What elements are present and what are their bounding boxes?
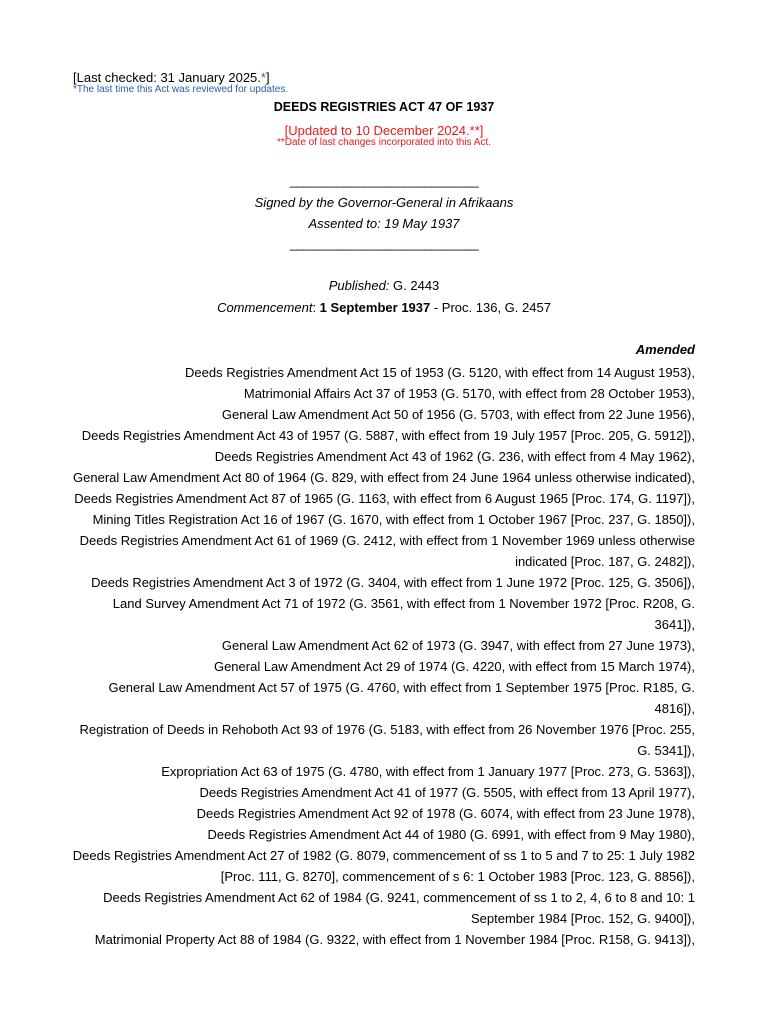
amendment-line: Registration of Deeds in Rehoboth Act 93 of 1976 (G. 5183, with effect from 26 November 1976 [Proc. 255, bbox=[79, 722, 695, 737]
amendment-line: Deeds Registries Amendment Act 3 of 1972 (G. 3404, with effect from 1 June 1972 [Proc. 125, G. 3506]), bbox=[91, 575, 695, 590]
commencement-line bbox=[0, 300, 768, 315]
amendment-line: Matrimonial Affairs Act 37 of 1953 (G. 5170, with effect from 28 October 1953), bbox=[243, 386, 695, 401]
amendment-line: indicated [Proc. 187, G. 2482]), bbox=[515, 554, 695, 569]
amendment-line: Deeds Registries Amendment Act 41 of 1977 (G. 5505, with effect from 13 April 1977), bbox=[199, 785, 695, 800]
amendment-line: 4816]), bbox=[654, 701, 695, 716]
amendment-line: Deeds Registries Amendment Act 62 of 1984 (G. 9241, commencement of ss 1 to 2, 4, 6 to 8 and 10: 1 bbox=[103, 890, 695, 905]
published-value: G. 2443 bbox=[389, 278, 440, 293]
last-checked bbox=[73, 70, 270, 85]
commencement-rest: - Proc. 136, G. 2457 bbox=[430, 300, 551, 315]
amendment-line: Deeds Registries Amendment Act 92 of 1978 (G. 6074, with effect from 23 June 1978), bbox=[196, 806, 695, 821]
divider-rule-top: ____________________________ bbox=[289, 173, 479, 188]
amendment-line: Deeds Registries Amendment Act 43 of 1962 (G. 236, with effect from 4 May 1962), bbox=[214, 449, 695, 464]
amendment-line: G. 5341]), bbox=[637, 743, 695, 758]
amendment-line: Deeds Registries Amendment Act 61 of 1969 (G. 2412, with effect from 1 November 1969 unless otherwise bbox=[79, 533, 695, 548]
amendment-line: 3641]), bbox=[654, 617, 695, 632]
amendment-line: General Law Amendment Act 62 of 1973 (G. 3947, with effect from 27 June 1973), bbox=[221, 638, 695, 653]
amendment-line: September 1984 [Proc. 152, G. 9400]), bbox=[470, 911, 695, 926]
amendment-line: Deeds Registries Amendment Act 27 of 1982 (G. 8079, commencement of ss 1 to 5 and 7 to 25: 1 July 1982 bbox=[72, 848, 695, 863]
amendment-line: Deeds Registries Amendment Act 15 of 1953 (G. 5120, with effect from 14 August 1953), bbox=[185, 365, 695, 380]
commencement-colon: : bbox=[312, 300, 320, 315]
amendment-line: Mining Titles Registration Act 16 of 1967 (G. 1670, with effect from 1 October 1967 [Proc. 237, G. 1850]), bbox=[92, 512, 695, 527]
updated-date: [Updated to 10 December 2024.**] bbox=[284, 123, 484, 138]
amendment-line: Deeds Registries Amendment Act 87 of 1965 (G. 1163, with effect from 6 August 1965 [Proc. 174, G. 1197]), bbox=[74, 491, 695, 506]
amendment-line: Matrimonial Property Act 88 of 1984 (G. 9322, with effect from 1 November 1984 [Proc. R158, G. 9413]), bbox=[94, 932, 695, 947]
amendment-line: General Law Amendment Act 29 of 1974 (G. 4220, with effect from 15 March 1974), bbox=[213, 659, 695, 674]
amendment-line: Deeds Registries Amendment Act 44 of 1980 (G. 6991, with effect from 9 May 1980), bbox=[207, 827, 695, 842]
published-line bbox=[0, 278, 768, 293]
amendment-list bbox=[55, 362, 695, 950]
amended-heading: Amended bbox=[635, 342, 695, 357]
last-checked-close: ] bbox=[265, 70, 270, 85]
amendment-line: Expropriation Act 63 of 1975 (G. 4780, with effect from 1 January 1977 [Proc. 273, G. 5363]), bbox=[161, 764, 695, 779]
last-checked-star: * bbox=[260, 70, 266, 85]
assented-to: Assented to: 19 May 1937 bbox=[308, 216, 460, 231]
amendment-line: [Proc. 111, G. 8270], commencement of s 6: 1 October 1983 [Proc. 123, G. 8856]), bbox=[220, 869, 695, 884]
amendment-line: Land Survey Amendment Act 71 of 1972 (G. 3561, with effect from 1 November 1972 [Proc. R208, G. bbox=[112, 596, 695, 611]
amendment-line: Deeds Registries Amendment Act 43 of 1957 (G. 5887, with effect from 19 July 1957 [Proc. 205, G. 5912]), bbox=[81, 428, 695, 443]
published-label: Published: bbox=[328, 278, 390, 293]
commencement-date: 1 September 1937 bbox=[319, 300, 431, 315]
updated-note: **Date of last changes incorporated into this Act. bbox=[276, 137, 491, 148]
commencement-label: Commencement bbox=[217, 300, 313, 315]
amendment-line: General Law Amendment Act 57 of 1975 (G. 4760, with effect from 1 September 1975 [Proc. R185, G. bbox=[108, 680, 695, 695]
last-checked-text: [Last checked: 31 January 2025. bbox=[73, 70, 261, 85]
act-title: DEEDS REGISTRIES ACT 47 OF 1937 bbox=[273, 100, 495, 114]
amendment-line: General Law Amendment Act 50 of 1956 (G. 5703, with effect from 22 June 1956), bbox=[221, 407, 695, 422]
last-checked-note: *The last time this Act was reviewed for updates. bbox=[73, 84, 289, 95]
divider-rule-bottom: ____________________________ bbox=[289, 236, 479, 251]
signed-by: Signed by the Governor-General in Afrikaans bbox=[254, 195, 514, 210]
amendment-line: General Law Amendment Act 80 of 1964 (G. 829, with effect from 24 June 1964 unless otherwise indicated), bbox=[73, 470, 695, 485]
